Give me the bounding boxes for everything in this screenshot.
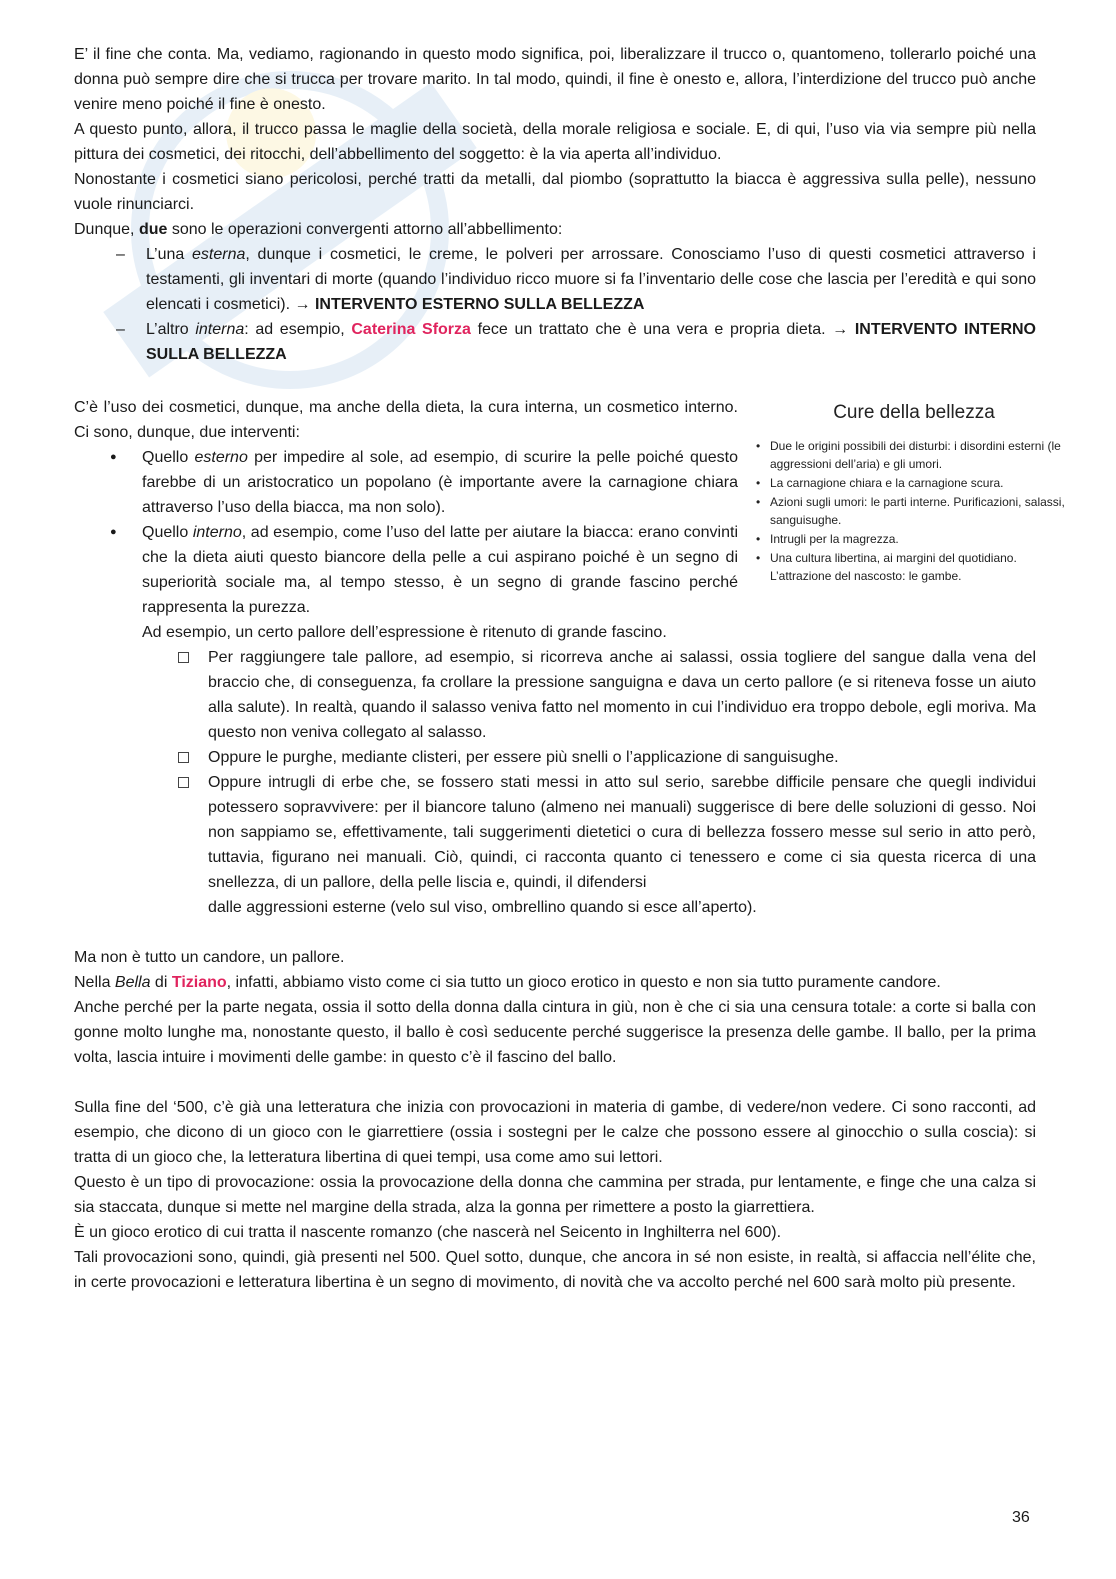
list-item-interno: ● Quello interno, ad esempio, come l’uso del latte per aiutare la biacca: erano convinti che la dieta aiuti questo biancore della pelle a cui aspirano poiché è un segno di superiorità sociale ma, al tempo stesso, è un segno di grande fascino perché rappresenta la purezza.: [142, 520, 738, 620]
paragraph-12: È un gioco erotico di cui tratta il nascente romanzo (che nascerà nel Seicento in Inghilterra nel 600).: [74, 1224, 782, 1241]
list-item-salassi: Per raggiungere tale pallore, ad esempio, si ricorreva anche ai salassi, ossia togliere del sangue dalla vena del braccio che, di conseguenza, fa crollare la pressione sanguigna e dava un certo pallore (e si riteneva fosse un aiuto alla salute). In realtà, quando il salasso veniva fatto nel momento in cui l’individuo era troppo debole, egli moriva. Ma questo non veniva collegato al salasso.: [208, 645, 1036, 745]
list-item-interna: – L’altro interna: ad esempio, Caterina Sforza fece un trattato che è una vera e propria dieta. → INTERVENTO INTERNO SULLA BELLEZZA: [146, 317, 1036, 367]
slide-bullet: • Intrugli per la magrezza.: [770, 530, 1074, 548]
square-bullet-icon: [178, 652, 189, 663]
slide-image: [754, 395, 1074, 586]
page-number: 36: [1012, 1509, 1030, 1526]
slide-bullet: • La carnagione chiara e la carnagione scura.: [770, 474, 1074, 492]
slide-title: Cure della bellezza: [833, 402, 995, 423]
list-item-intrugli: Oppure intrugli di erbe che, se fossero stati messi in atto sul serio, sarebbe difficile pensare che quegli individui potessero sopravvivere: per il biancore taluno (almeno nei manuali) suggerisce di bere delle soluzioni di gesso. Noi non sappiamo se, effettivamente, tali suggerimenti dietetici o cura di bellezza fossero messe sul serio in atto però, tuttavia, figurano nei manuali. Ciò, quindi, ci racconta quanto ci tenessero e come ci sia questa ricerca di una snellezza, di un pallore, della pelle liscia e, quindi, il difendersi: [208, 770, 1036, 895]
square-bullet-icon: [178, 752, 189, 763]
document-page: [74, 42, 1065, 1295]
paragraph-5: C’è l’uso dei cosmetici, dunque, ma anche della dieta, la cura interna, un cosmetico interno. Ci sono, dunque, due interventi:: [74, 399, 738, 441]
paragraph-1: E’ il fine che conta. Ma, vediamo, ragionando in questo modo significa, poi, liberalizzare il trucco o, quantomeno, tollerarlo poiché una donna può sempre dire che si trucca per trovare marito. In tal modo, quindi, il fine è onesto e, allora, l’interdizione del trucco può anche venire meno poiché il fine è onesto.: [74, 46, 1036, 113]
list-item-tail: dalle aggressioni esterne (velo sul viso, ombrellino quando si esce all’aperto).: [208, 899, 757, 916]
paragraph-11: Questo è un tipo di provocazione: ossia la provocazione della donna che cammina per strada, pur lentamente, e finge che una calza si sia staccata, dunque si mette nel margine della strada, alza la gonna per rimettere a posto la giarrettiera.: [74, 1174, 1036, 1216]
paragraph-9: Anche perché per la parte negata, ossia il sotto della donna dalla cintura in giù, non è che ci sia una censura totale: a corte si balla con gonne molto lunghe ma, nonostante questo, il ballo è così seducente perché suggerisce la presenza delle gambe. Il ballo, per la prima volta, lascia intuire i movimenti delle gambe: in questo c’è il fascino del ballo.: [74, 999, 1036, 1066]
section-interventi: [74, 395, 1065, 920]
list-item-purghe: Oppure le purghe, mediante clisteri, per essere più snelli o l’applicazione di sanguisughe.: [208, 745, 1036, 770]
paragraph-13: Tali provocazioni sono, quindi, già presenti nel 500. Quel sotto, dunque, che ancora in sé non esiste, in realtà, si affaccia nell’élite che, in certe provocazioni e letteratura libertina è un segno di movimento, di novità che va accolto perché nel 600 sarà molto più presente.: [74, 1249, 1036, 1291]
slide-bullet: • Due le origini possibili dei disturbi: i disordini esterni (le aggressioni dell’aria) e gli umori.: [770, 437, 1074, 473]
square-bullet-icon: [178, 777, 189, 788]
slide-bullet: • Azioni sugli umori: le parti interne. Purificazioni, salassi, sanguisughe.: [770, 493, 1074, 529]
paragraph-10: Sulla fine del ‘500, c’è già una letteratura che inizia con provocazioni in materia di gambe, di vedere/non vedere. Ci sono racconti, ad esempio, che dicono di un gioco con le giarrettiere (ossia i sostegni per le calze che possono essere al ginocchio o sulla coscia): si tratta di un gioco che, la letteratura libertina di quei tempi, usa come amo sui lettori.: [74, 1099, 1036, 1166]
paragraph-2: A questo punto, allora, il trucco passa le maglie della società, della morale religiosa e sociale. E, di qui, l’uso via via sempre più nella pittura dei cosmetici, dei ritocchi, dell’abbellimento del soggetto: è la via aperta all’individuo.: [74, 121, 1036, 163]
arrow-right-icon: →: [832, 321, 849, 338]
paragraph-8: Nella Bella di Tiziano, infatti, abbiamo visto come ci sia tutto un gioco erotico in questo e non sia tutto puramente candore.: [74, 974, 941, 991]
paragraph-6: Ad esempio, un certo pallore dell’espressione è ritenuto di grande fascino.: [142, 624, 667, 641]
list-item-esterno: ● Quello esterno per impedire al sole, ad esempio, di scurire la pelle poiché questo farebbe di un aristocratico un popolano (è importante avere la carnagione chiara attraverso l’uso della biacca, ma non solo).: [142, 445, 738, 520]
paragraph-3: Nonostante i cosmetici siano pericolosi, perché tratti da metalli, dal piombo (soprattutto la biacca è aggressiva sulla pelle), nessuno vuole rinunciarci.: [74, 171, 1036, 213]
list-item-esterna: – L’una esterna, dunque i cosmetici, le creme, le polveri per arrossare. Conosciamo l’uso di questi cosmetici attraverso i testamenti, gli inventari di morte (quando l’individuo ricco muore si fa l’inventario delle cose che lascia per l’eredità e qui sono elencati i cosmetici). → INTERVENTO ESTERNO SULLA BELLEZZA: [146, 242, 1036, 317]
checkbox-list: [74, 645, 1036, 895]
slide-bullet: • Una cultura libertina, ai margini del quotidiano. L’attrazione del nascosto: le gambe.: [770, 549, 1074, 585]
slide-bullets: [754, 437, 1074, 585]
paragraph-4: Dunque, due sono le operazioni convergenti attorno all’abbellimento:: [74, 221, 563, 238]
bullet-list: [74, 445, 738, 620]
dash-list: [74, 242, 1036, 367]
paragraph-7: Ma non è tutto un candore, un pallore.: [74, 949, 345, 966]
arrow-right-icon: →: [294, 296, 311, 313]
